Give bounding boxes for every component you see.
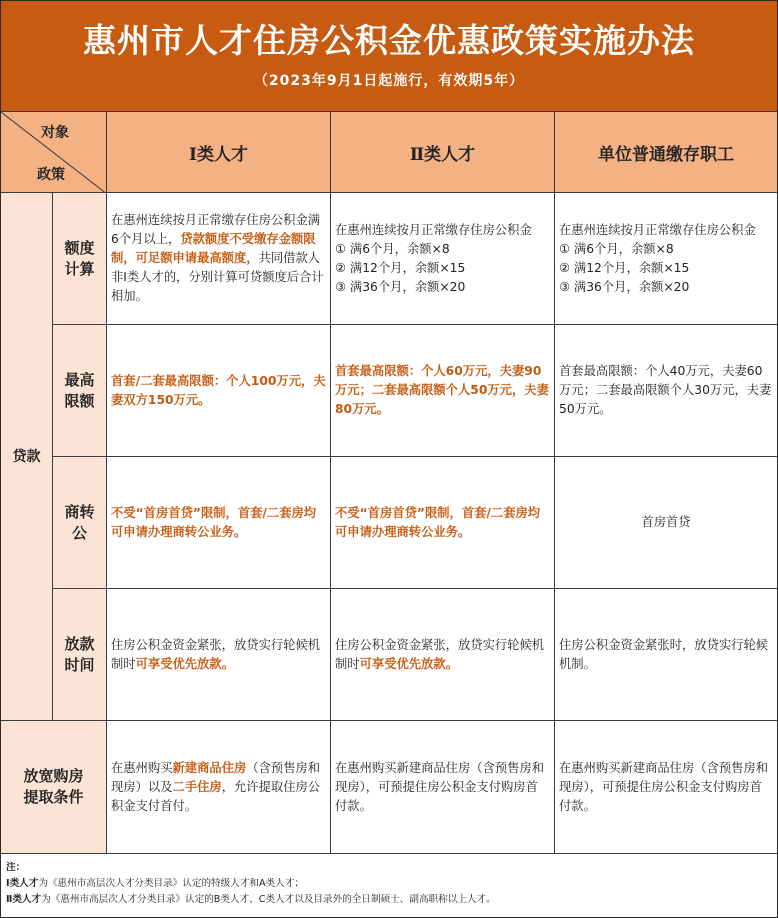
row-label-withdraw: 放宽购房 提取条件 (1, 721, 107, 854)
cell-transfer-class2: 不受“首房首贷”限制，首套/二套房均可申请办理商转公业务。 (331, 457, 555, 589)
page-subtitle: （2023年9月1日起施行，有效期5年） (253, 73, 525, 89)
row-label-quota: 额度 计算 (53, 193, 107, 325)
cell-quota-class2: 在惠州连续按月正常缴存住房公积金 ① 满6个月，余额×8 ② 满12个月，余额×15 ③ 满36个月，余额×20 (331, 193, 555, 325)
row-group-loan (1, 193, 53, 721)
column-header-class3: 单位普通缴存职工 (555, 111, 777, 193)
row-label-transfer: 商转 公 (53, 457, 107, 589)
footnote-class1: Ⅰ类人才为《惠州市高层次人才分类目录》认定的特级人才和A类人才； (6, 878, 304, 889)
page-header (1, 1, 777, 111)
highlight-text: 贷款额度不受缴存金额限制，可足额申请最高额度， (111, 232, 316, 265)
cell-release-class2: 住房公积金资金紧张，放贷实行轮候机制时可享受优先放款。 (331, 589, 555, 721)
page-title: 惠州市人才住房公积金优惠政策实施办法 (83, 21, 695, 60)
cell-max-class3: 首套最高限额：个人40万元，夫妻60万元；二套最高限额个人30万元，夫妻50万元。 (555, 325, 777, 457)
cell-max-class1: 首套/二套最高限额：个人100万元，夫妻双方150万元。 (107, 325, 331, 457)
row-group-loan-label: 贷款 (12, 448, 41, 465)
footnote-class2: Ⅱ类人才为《惠州市高层次人才分类目录》认定的B类人才、C类人才以及目录外的全日制硕士、副高职称以上人才。 (6, 894, 496, 905)
column-header-class2: Ⅱ类人才 (331, 111, 555, 193)
column-header-class1: Ⅰ类人才 (107, 111, 331, 193)
cell-withdraw-class2: 在惠州购买新建商品住房（含预售房和现房），可预提住房公积金支付购房首付款。 (331, 721, 555, 854)
row-label-max-limit: 最高 限额 (53, 325, 107, 457)
cell-quota-class3: 在惠州连续按月正常缴存住房公积金 ① 满6个月，余额×8 ② 满12个月，余额×15 ③ 满36个月，余额×20 (555, 193, 777, 325)
footnotes (1, 854, 777, 917)
cell-quota-class1: 在惠州连续按月正常缴存住房公积金满6个月以上，贷款额度不受缴存金额限制，可足额申请最高额度，共同借款人非Ⅰ类人才的，分别计算可贷额度后合计相加。 (107, 193, 331, 325)
cell-release-class3: 住房公积金资金紧张时，放贷实行轮候机制。 (555, 589, 777, 721)
cell-max-class2: 首套最高限额：个人60万元，夫妻90万元；二套最高限额个人50万元，夫妻80万元。 (331, 325, 555, 457)
cell-release-class1: 住房公积金资金紧张，放贷实行轮候机制时可享受优先放款。 (107, 589, 331, 721)
corner-object-label: 对象 (41, 125, 69, 141)
cell-transfer-class3: 首房首贷 (555, 457, 777, 589)
footnote-heading: 注： (6, 862, 26, 873)
cell-withdraw-class3: 在惠州购买新建商品住房（含预售房和现房），可预提住房公积金支付购房首付款。 (555, 721, 777, 854)
corner-policy-label: 政策 (37, 167, 65, 183)
cell-transfer-class1: 不受“首房首贷”限制，首套/二套房均可申请办理商转公业务。 (107, 457, 331, 589)
cell-withdraw-class1: 在惠州购买新建商品住房（含预售房和现房）以及二手住房，允许提取住房公积金支付首付。 (107, 721, 331, 854)
corner-header (1, 111, 107, 193)
row-label-release: 放款 时间 (53, 589, 107, 721)
